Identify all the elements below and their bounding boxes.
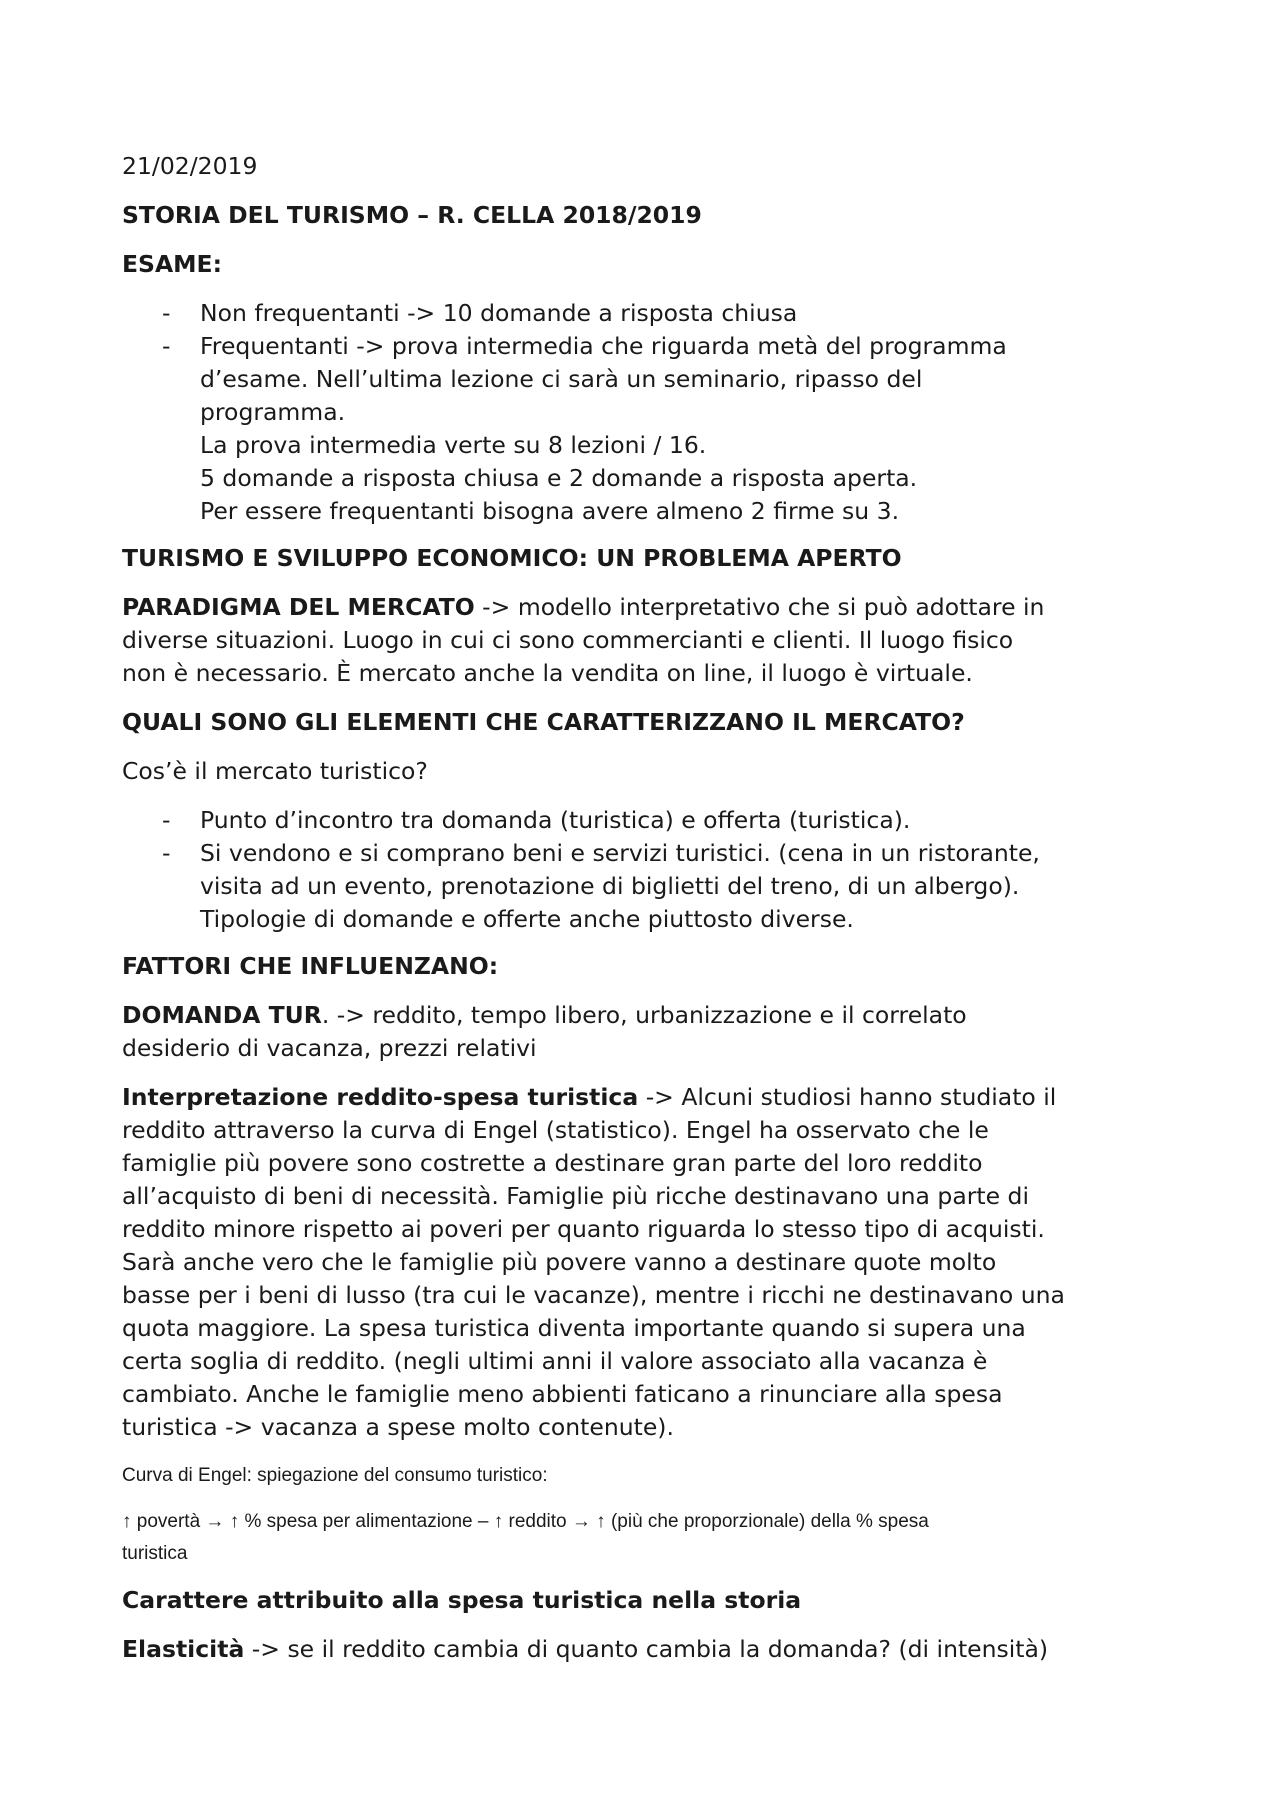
dash-bullet: - xyxy=(162,806,171,834)
paragraph-line: turistica -> vacanza a spese molto contenute). xyxy=(122,1413,674,1441)
document-title: STORIA DEL TURISMO – R. CELLA 2018/2019 xyxy=(122,201,702,229)
bold-term: DOMANDA TUR xyxy=(122,1001,322,1029)
paragraph-text: -> modello interpretativo che si può adottare in xyxy=(474,593,1045,621)
heading-fattori: FATTORI CHE INFLUENZANO: xyxy=(122,952,499,980)
bold-term: PARADIGMA DEL MERCATO xyxy=(122,593,475,621)
paragraph-line xyxy=(122,999,1172,1032)
paragraph-line: all’acquisto di beni di necessità. Famiglie più ricche destinavano una parte di xyxy=(122,1182,1029,1210)
paragraph-text: -> se il reddito cambia di quanto cambia la domanda? (di intensità) xyxy=(244,1635,1049,1663)
heading-turismo-sviluppo: TURISMO E SVILUPPO ECONOMICO: UN PROBLEMA APERTO xyxy=(122,544,902,572)
list-item-line: Punto d’incontro tra domanda (turistica) e offerta (turistica). xyxy=(200,806,911,834)
paragraph-line: quota maggiore. La spesa turistica diventa importante quando si supera una xyxy=(122,1314,1026,1342)
paragraph-line: basse per i beni di lusso (tra cui le vacanze), mentre i ricchi ne destinavano una xyxy=(122,1281,1065,1309)
dash-bullet: - xyxy=(162,839,171,867)
paragraph-line xyxy=(122,591,1172,624)
list-item-line: Si vendono e si comprano beni e servizi turistici. (cena in un ristorante, xyxy=(200,839,1040,867)
paragraph-line: reddito attraverso la curva di Engel (statistico). Engel ha osservato che le xyxy=(122,1116,989,1144)
paragraph-domanda xyxy=(122,999,1172,1065)
bold-term: Elasticità xyxy=(122,1635,245,1663)
engel-caption: Curva di Engel: spiegazione del consumo turistico: xyxy=(122,1465,548,1486)
list-item-line: 5 domande a risposta chiusa e 2 domande a risposta aperta. xyxy=(200,464,918,492)
question-mercato-turistico: Cos’è il mercato turistico? xyxy=(122,757,428,785)
exam-heading: ESAME: xyxy=(122,250,223,278)
paragraph-line: non è necessario. È mercato anche la vendita on line, il luogo è virtuale. xyxy=(122,659,973,687)
paragraph-text: -> Alcuni studiosi hanno studiato il xyxy=(638,1083,1057,1111)
list-item-line: Per essere frequentanti bisogna avere almeno 2 firme su 3. xyxy=(200,497,900,525)
list-item xyxy=(122,837,1172,936)
paragraph-line xyxy=(122,1081,1172,1114)
dash-bullet: - xyxy=(162,299,171,327)
paragraph-line: diverse situazioni. Luogo in cui ci sono commercianti e clienti. Il luogo fisico xyxy=(122,626,1014,654)
list-item-line: visita ad un evento, prenotazione di biglietti del treno, di un albergo). xyxy=(200,872,1020,900)
paragraph-line: cambiato. Anche le famiglie meno abbienti faticano a rinunciare alla spesa xyxy=(122,1380,1003,1408)
exam-list xyxy=(122,297,1172,528)
formula-line: ↑ povertà → ↑ % spesa per alimentazione – ↑ reddito → ↑ (più che proporzionale) della % spesa xyxy=(122,1511,929,1532)
paragraph-line: famiglie più povere sono costrette a destinare gran parte del loro reddito xyxy=(122,1149,983,1177)
dash-bullet: - xyxy=(162,332,171,360)
list-item xyxy=(122,297,1172,330)
paragraph-paradigma xyxy=(122,591,1172,690)
engel-formula xyxy=(122,1506,1172,1570)
heading-carattere: Carattere attribuito alla spesa turistica nella storia xyxy=(122,1586,802,1614)
list-item xyxy=(122,804,1172,837)
list-item-line: programma. xyxy=(200,398,346,426)
list-item-line: Tipologie di domande e offerte anche piuttosto diverse. xyxy=(200,905,854,933)
list-item-line: d’esame. Nell’ultima lezione ci sarà un seminario, ripasso del xyxy=(200,365,923,393)
paragraph-line: certa soglia di reddito. (negli ultimi anni il valore associato alla vacanza è xyxy=(122,1347,988,1375)
paragraph-line: reddito minore rispetto ai poveri per quanto riguarda lo stesso tipo di acquisti. xyxy=(122,1215,1045,1243)
document-page xyxy=(122,150,1172,1682)
list-item xyxy=(122,330,1172,528)
list-item-line: Frequentanti -> prova intermedia che riguarda metà del programma xyxy=(200,332,1007,360)
paragraph-line: desiderio di vacanza, prezzi relativi xyxy=(122,1034,537,1062)
paragraph-elasticita xyxy=(122,1633,1172,1666)
formula-line: turistica xyxy=(122,1543,188,1564)
date: 21/02/2019 xyxy=(122,152,258,180)
list-item-line: Non frequentanti -> 10 domande a risposta chiusa xyxy=(200,299,798,327)
bold-term: Interpretazione reddito-spesa turistica xyxy=(122,1083,639,1111)
paragraph-text: . -> reddito, tempo libero, urbanizzazione e il correlato xyxy=(321,1001,967,1029)
list-item-line: La prova intermedia verte su 8 lezioni / 16. xyxy=(200,431,707,459)
market-list xyxy=(122,804,1172,936)
heading-elementi-mercato: QUALI SONO GLI ELEMENTI CHE CARATTERIZZANO IL MERCATO? xyxy=(122,708,965,736)
paragraph-line: Sarà anche vero che le famiglie più povere vanno a destinare quote molto xyxy=(122,1248,997,1276)
paragraph-interpretazione xyxy=(122,1081,1172,1444)
